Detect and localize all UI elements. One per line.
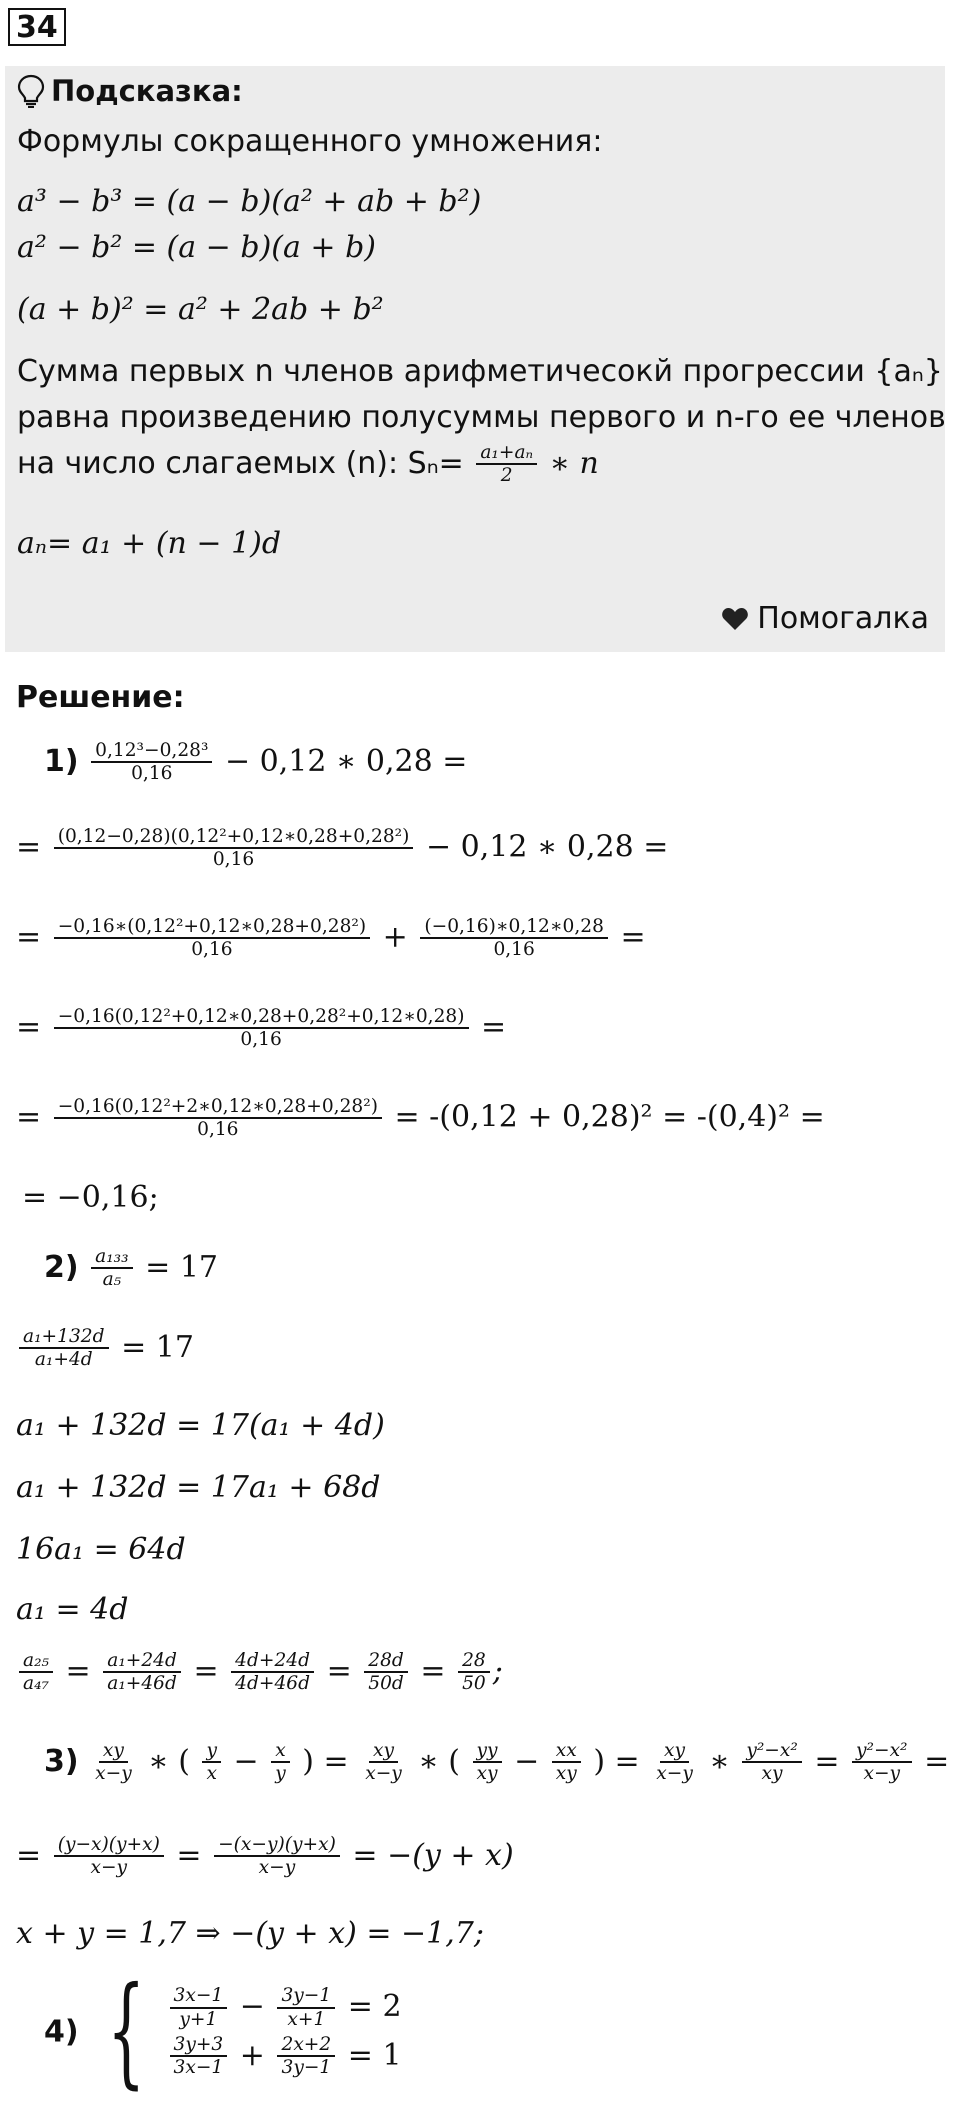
step-2-numerator: a₁₃₃ [91,1246,132,1269]
s4-r1-b-den: x+1 [287,2008,326,2030]
step-3-label: 3) [44,1743,79,1779]
l12-f3-num: 4d+24d [231,1650,314,1673]
close-paren-eq: ) = [593,1743,640,1779]
step-2-denominator: a₅ [102,1269,122,1291]
step-1-line-4 [16,1006,506,1051]
progression-text-3 [17,442,599,487]
step-1-denominator: 0,16 [131,763,173,785]
l12-frac-3 [231,1650,314,1695]
equals-sign: = [193,1653,219,1689]
line-3-numerator-2: (−0,16)∗0,12∗0,28 [420,916,608,939]
minus-sign: − [514,1743,540,1779]
s3-frac-f [742,1740,801,1785]
step-3-result: x + y = 1,7 ⇒ −(y + x) = −1,7; [16,1916,484,1951]
line-7-denominator: a₁+4d [34,1349,93,1371]
equals-sign: = [814,1743,840,1779]
step-2-line-5: 16a₁ = 64d [16,1532,186,1567]
l12-f1-num: a₂₅ [19,1650,53,1673]
line-5-tail: = -(0,12 + 0,28)² = -(0,4)² = [394,1099,825,1135]
system-rows [167,1985,402,2079]
step-2-label: 2) [44,1249,79,1285]
step-1-line-2-fraction [54,826,414,871]
s4-r2-frac-a [170,2034,228,2079]
formula-cube-diff: a³ − b³ = (a − b)(a² + ab + b²) [17,184,482,219]
l14-b-den: x−y [258,1857,296,1879]
step-4-label: 4) [44,2014,79,2050]
s4-r1-tail: = 2 [347,1989,402,2025]
s3-b-num: y [202,1740,221,1763]
equals-sign: = [924,1743,950,1779]
s3-b-den: x [206,1763,217,1785]
sum-formula-denominator: 2 [500,465,513,487]
solution-title: Решение: [16,680,185,715]
line-3-denominator-2: 0,16 [493,939,535,961]
l14-a-num: (y−x)(y+x) [54,1834,164,1857]
s4-r1-a-num: 3x−1 [170,1985,228,2008]
l12-frac-2 [103,1650,181,1695]
equals-sign: = [16,919,42,955]
s4-r1-a-den: y+1 [179,2008,218,2030]
hint-title-text: Подсказка: [51,74,243,108]
s3-f-den: xy [761,1763,783,1785]
step-1-line-3 [16,916,646,961]
s3-a3-num: xy [660,1740,689,1763]
sum-formula-fraction [476,442,537,487]
l12-f4-num: 28d [364,1650,408,1673]
s4-r2-b-den: 3y−1 [281,2057,332,2079]
step-1-line-5 [16,1096,825,1141]
l12-f3-den: 4d+46d [235,1673,311,1695]
equals-sign: = [420,1653,446,1689]
equals-sign: = [16,1837,42,1873]
step-3-line-1 [44,1740,949,1785]
line-4-denominator: 0,16 [240,1029,282,1051]
brand-text: Помогалка [757,601,929,636]
line-7-tail: = 17 [121,1329,194,1365]
l14-frac-b [214,1834,340,1879]
sum-formula-numerator: a₁+aₙ [476,442,537,465]
s4-r2-a-num: 3y+3 [170,2034,228,2057]
s3-a-den: x−y [95,1763,132,1785]
step-1-line-2 [16,826,668,871]
l12-f2-num: a₁+24d [103,1650,181,1673]
brand-label [721,601,929,636]
times-sign: ∗ [709,1743,730,1779]
step-1-line-1 [44,740,467,785]
equals-sign: = [16,829,42,865]
step-1-fraction [91,740,212,785]
s3-a2-den: x−y [365,1763,402,1785]
s3-frac-d [473,1740,502,1785]
equals-sign: = [326,1653,352,1689]
step-1-label: 1) [44,743,79,779]
s3-frac-b [202,1740,221,1785]
step-2-line-2 [16,1326,194,1371]
s3-frac-g [852,1740,911,1785]
step-2-line-7 [16,1650,503,1695]
line-2-denominator: 0,16 [212,849,255,871]
equals-sign: = [16,1099,42,1135]
lightbulb-icon [17,74,45,108]
semicolon: ; [492,1653,503,1689]
l12-f5-den: 50 [462,1673,486,1695]
line-3-denominator-1: 0,16 [191,939,233,961]
plus-sign: + [382,919,408,955]
progression-text-1: Сумма первых n членов арифметичесокй прогрессии {aₙ} [17,354,943,389]
s3-frac-c [271,1740,290,1785]
s3-d-den: xy [476,1763,498,1785]
hint-title [17,74,243,108]
hint-box [5,66,945,652]
s3-f-num: y²−x² [742,1740,801,1763]
s3-a2-num: xy [369,1740,398,1763]
s3-a-num: xy [99,1740,128,1763]
equals-sign: = [176,1837,202,1873]
l14-a-den: x−y [90,1857,128,1879]
step-3-line-2 [16,1834,514,1879]
s3-frac-a3 [652,1740,697,1785]
l12-f4-den: 50d [368,1673,404,1695]
step-4-system [44,1962,402,2101]
l14-tail: = −(y + x) [352,1837,514,1873]
l12-frac-4 [364,1650,408,1695]
progression-text-3-lead: на число слагаемых (n): Sₙ= [17,445,464,481]
equals-sign: = [620,919,646,955]
s3-e-den: xy [555,1763,577,1785]
line-4-fraction [54,1006,469,1051]
s3-g-num: y²−x² [852,1740,911,1763]
s3-c-num: x [271,1740,290,1763]
s3-d-num: yy [473,1740,502,1763]
s3-g-den: x−y [863,1763,901,1785]
formula-nth-term: aₙ= a₁ + (n − 1)d [17,526,282,561]
l12-f5-num: 28 [458,1650,490,1673]
l12-f2-den: a₁+46d [107,1673,177,1695]
s4-r2-tail: = 1 [347,2037,402,2073]
minus-sign: − [233,1743,259,1779]
line-4-numerator: −0,16(0,12²+0,12∗0,28+0,28²+0,12∗0,28) [54,1006,469,1029]
equals-sign: = [481,1009,507,1045]
step-2-line-3: a₁ + 132d = 17(a₁ + 4d) [16,1408,385,1443]
s4-r1-frac-a [170,1985,228,2030]
s4-r2-b-num: 2x+2 [277,2034,335,2057]
s4-r2-frac-b [277,2034,335,2079]
system-row-1 [167,1985,402,2030]
step-2-fraction [91,1246,132,1291]
heart-icon [721,606,749,632]
l12-f1-den: a₄₇ [23,1673,49,1695]
s4-r1-b-num: 3y−1 [277,1985,335,2008]
line-3-numerator-1: −0,16∗(0,12²+0,12∗0,28+0,28²) [54,916,370,939]
task-number: 34 [8,8,66,46]
l12-frac-5 [458,1650,490,1695]
line-7-numerator: a₁+132d [19,1326,109,1349]
s3-frac-a2 [361,1740,406,1785]
s3-e-num: xx [552,1740,581,1763]
line-7-fraction [19,1326,109,1371]
plus-sign: + [239,2037,265,2073]
formula-square-diff: a² − b² = (a − b)(a + b) [17,230,376,265]
step-1-result: = −0,16; [22,1180,159,1215]
step-2-line-6: a₁ = 4d [16,1592,129,1627]
close-paren-eq: ) = [302,1743,349,1779]
line-5-numerator: −0,16(0,12²+2∗0,12∗0,28+0,28²) [54,1096,382,1119]
times-sign: ∗ ( [418,1743,460,1779]
l14-b-num: −(x−y)(y+x) [214,1834,340,1857]
step-2-tail: = 17 [145,1249,218,1285]
s4-r1-frac-b [277,1985,335,2030]
s4-r2-a-den: 3x−1 [173,2057,224,2079]
line-5-fraction [54,1096,382,1141]
hint-intro: Формулы сокращенного умножения: [17,124,603,159]
progression-text-2: равна произведению полусуммы первого и n-го ее членов [17,400,946,435]
step-2-line-4: a₁ + 132d = 17a₁ + 68d [16,1470,381,1505]
system-brace: { [107,1962,146,2101]
step-2-line-1 [44,1246,218,1291]
line-5-denominator: 0,16 [197,1119,239,1141]
line-3-fraction-1 [54,916,370,961]
step-1-numerator: 0,12³−0,28³ [91,740,212,763]
minus-sign: − [239,1989,265,2025]
s3-c-den: y [275,1763,286,1785]
equals-sign: = [16,1009,42,1045]
l14-frac-a [54,1834,164,1879]
times-sign: ∗ ( [148,1743,190,1779]
system-row-2 [167,2034,402,2079]
formula-square-sum: (a + b)² = a² + 2ab + b² [17,292,384,327]
line-2-numerator: (0,12−0,28)(0,12²+0,12∗0,28+0,28²) [54,826,414,849]
line-2-tail: − 0,12 ∗ 0,28 = [425,829,669,865]
s3-frac-a [91,1740,136,1785]
s3-a3-den: x−y [656,1763,693,1785]
equals-sign: = [65,1653,91,1689]
step-1-tail: − 0,12 ∗ 0,28 = [224,743,468,779]
line-3-fraction-2 [420,916,608,961]
sum-formula-tail: ∗ n [549,445,599,481]
s3-frac-e [552,1740,581,1785]
l12-frac-1 [19,1650,53,1695]
equation-system [88,1962,402,2101]
